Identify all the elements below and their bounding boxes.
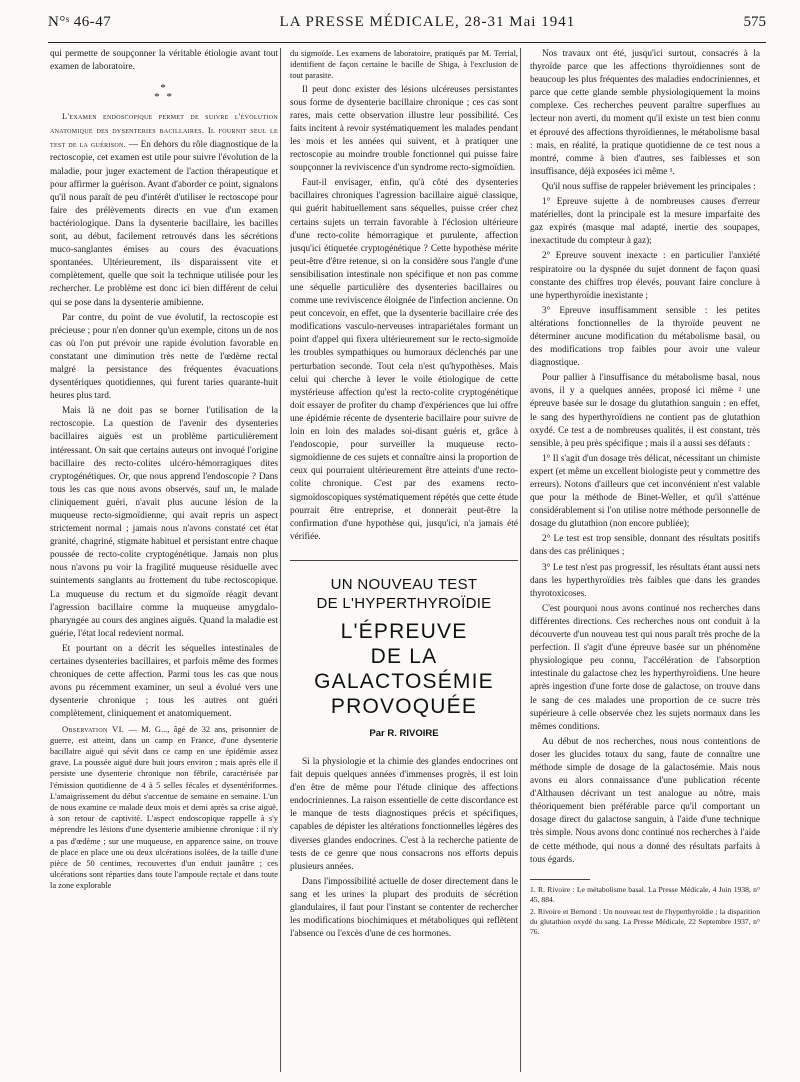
article-title-block <box>290 575 518 740</box>
list-item: 3° Le test n'est pas progressif, les résultats étant aussi nets dans les hyperthyroïdies très faibles que dans les grandes thyrotoxicoses. <box>530 562 760 599</box>
paragraph: L'examen endoscopique permet de suivre l'évolution anatomique des dysenteries bacillaires. Il fournit seul le test de la guérison. — En dehors du rôle diagnostique de la rectoscopie, cet examen est utile pour suivre l'évolution de la maladie, pour juger exactement de l'action thérapeutique et pour affirmer la guérison. Avant d'aborder ce point, signalons qu'il nous paraît de peu d'intérêt d'utiliser le rectoscope pour faire des prélèvements directs en vue d'un examen bactériologique. Dans la dysenterie bacillaire, les bacilles sont, au début, facilement retrouvés dans les sécrétions muco-sanglantes émises au cours des évacuations spontanées. Ultérieurement, ils disparaissent vite et complètement, quelle que soit la technique utilisée pour les rechercher. Le problème est donc ici bien différent de celui qui se pose dans la dysenterie amibienne. <box>50 111 278 308</box>
list-item: 2° Le test est trop sensible, donnant des résultats positifs dans des cas préliniques ; <box>530 534 760 558</box>
paragraph: Nos travaux ont été, jusqu'ici surtout, consacrés à la thyroïde parce que les affections thyroïdiennes sont de beaucoup les plus fréquentes des maladies endocriniennes, et parce que cette glande semble physiologiquement la moins complexe. Ces recherches peuvent paraître superflues au lecteur non averti, du moment qu'il existe un test bien connu et éprouvé des affections thyroïdiennes, le métabolisme basal : mais, en réalité, la pratique quotidienne de ce test nous a montré, comme à bien d'autres, ses faiblesses et son insuffisance, déjà exposées ici même ¹. <box>530 49 760 177</box>
footnote: 1. R. Rivoire : Le métabolisme basal. La Presse Médicale, 4 Juin 1938, n° 45, 884. <box>530 884 760 904</box>
paragraph: Pour pallier à l'insuffisance du métabolisme basal, nous avons, il y a quelques années, proposé ici même ² une épreuve basée sur le dosage du glutathion sanguin : en effet, le sang des hyperthyroïdiens ne contient pas de glutathion oxydé. Ce test a de nombreuses qualités, il est constant, très sensible, à peu près spécifique ; mais il a aussi ses défauts : <box>530 373 760 449</box>
paragraph: Qu'il nous suffise de rappeler brièvement les principales : <box>542 181 756 192</box>
paragraph: qui permette de soupçonner la véritable étiologie avant tout examen de laboratoire. <box>50 49 278 73</box>
column-rule <box>520 48 521 1072</box>
paragraph: Au début de nos recherches, nous nous contentions de doser les glucides totaux du sang, faute de connaître une méthode simple de dosage de la galactosémie. Mais nous avons eu alors connaissance d'une publication récente d'Althausen décrivant un test analogue au nôtre, mais théoriquement bien préférable parce qu'il comportant un dosage direct du galactose sanguin, à l'aide d'une technique très simple. Nous avons donc continué nos recherches à l'aide de cette méthode, qui nous a donné des résultats parfaits à tous égards. <box>530 736 760 865</box>
paragraph: C'est pourquoi nous avons continué nos recherches dans différentes directions. Ces recherches nous ont conduit à la découverte d'un nouveau test qui nous paraît très proche de la perfection. Il s'agit d'une épreuve basée sur un phénomène physiologique peu connu, l'accélération de l'absorption intestinale du galactose chez les hyperthyroïdiens. Une heure après ingestion d'une forte dose de galactose, on trouve dans le sang de ces malades une proportion de ce sucre très supérieure à celle observée chez les sujets normaux dans les mêmes conditions. <box>530 603 760 732</box>
column-3 <box>530 48 760 1068</box>
paragraph: Il peut donc exister des lésions ulcéreuses persistantes sous forme de dysenterie bacillaire chronique ; ces cas sont rares, mais cette observation illustre leur possibilité. Ces faits incitent à revoir systématiquement les malades pendant les mois et les années qui suivent, et à pratiquer une rectoscopie au moindre trouble fonctionnel qui puisse faire soupçonner la reviviscence d'un syndrome recto-sigmoïdien. <box>290 84 518 174</box>
issue-number: N°ˢ 46-47 <box>48 14 112 30</box>
paragraph: du sigmoïde. Les examens de laboratoire, pratiqués par M. Terrial, identifient de façon certaine le bacille de Shiga, à l'exclusion de tout parasite. <box>290 49 518 81</box>
list-item: 2° Epreuve souvent inexacte : en particulier l'anxiété respiratoire ou la dyspnée du sujet donnent de façon quasi constante des chiffres trop élevés, pouvant faire conclure à une hyperthyroïdie inexistante ; <box>530 251 760 301</box>
paragraph: Mais là ne doit pas se borner l'utilisation de la rectoscopie. La question de l'avenir des dysenteries bacillaires aiguës est un problème particulièrement intéressant. On sait que certains auteurs ont invoqué l'origine bacillaire des recto-colites ulcéro-hémorragiques dites cryptogénétiques. Or, que nous apprend l'endoscopie ? Dans tous les cas que nous avons observés, sauf un, le malade cliniquement guéri, n'avait plus aucune lésion de la muqueuse recto-sigmoïdienne, qui avait repris un aspect strictement normal ; jamais nous n'avons constaté cet état granité, chagriné, stigmate habituel et persistant entre chaque poussée de recto-colite cryptogénétique. Jamais non plus nous n'avons pu voir la fragilité muqueuse résiduelle avec suintements sanglants au frottement du tube rectoscopique. La muqueuse du rectum et du sigmoïde réagit devant l'agression bacillaire comme la muqueuse amygdalo-pharyngée au cours des angines aiguës. Quand la maladie est guérie, l'état local redevient normal. <box>50 406 278 639</box>
paragraph: Par contre, du point de vue évolutif, la rectoscopie est précieuse ; pour n'en donner qu'un exemple, citons un de nos cas où l'on put prévoir une rapide évolution favorable en constatant une diminution très nette de l'œdème rectal malgré la persistance des fréquentes évacuations dysentériques quotidiennes, qui furent taries quarante-huit heures plus tard. <box>50 312 278 402</box>
paragraph: Si la physiologie et la chimie des glandes endocrines ont fait depuis quelques années d'immenses progrès, il est loin d'en être de même pour l'étude clinique des affections endocriniennes. La raison essentielle de cette discordance est le manque de tests diagnostiques précis et spécifiques, capables de dépister les altérations fonctionnelles légères des diverses glandes endocrines. C'est à la recherche patiente de tests de ce genre que nous consacrons nos efforts depuis plusieurs années. <box>290 756 518 872</box>
paragraph: Et pourtant on a décrit les séquelles intestinales de certaines dysenteries bacillaires, et parfois même des formes chroniques de cette affection. Parmi tous les cas que nous avons pu récemment examiner, un seul a évolué vers une dysenterie chronique ; tous les autres ont guéri complètement, cliniquement et anatomiquement. <box>50 643 278 720</box>
article-byline: Par R. RIVOIRE <box>369 727 439 739</box>
footnote: 2. Rivoire et Bernond : Un nouveau test de l'hyperthyroïdie ; la disparition du glutathion oxydé du sang. La Presse Médicale, 22 Septembre 1937, n° 76. <box>530 906 760 936</box>
paragraph: Dans l'impossibilité actuelle de doser directement dans le sang et les urines la plupart des produits de sécrétion glandulaires, il faut pour l'instant se contenter de rechercher les modifications biochimiques et métaboliques qui reflètent l'absence ou l'excès d'une de ces hormones. <box>290 876 518 940</box>
section-heading: L'examen endoscopique permet de suivre l'évolution anatomique des dysenteries bacillaires. Il fournit seul le test de la guérison. <box>50 111 278 150</box>
section-separator: * * * <box>154 82 174 104</box>
journal-title: LA PRESSE MÉDICALE, 28-31 Mai 1941 <box>279 14 576 30</box>
article-title: L'ÉPREUVE DE LA GALACTOSÉMIE PROVOQUÉE <box>314 619 494 718</box>
list-item: 3° Epreuve insuffisamment sensible : les petites altérations fonctionnelles de la thyroïde peuvent ne déterminer aucune modification du métabolisme basal, ou des modifications trop faibles pour avoir une valeur diagnostique. <box>530 305 760 369</box>
column-1 <box>50 48 278 1068</box>
article-divider <box>290 560 518 561</box>
article-kicker: UN NOUVEAU TEST DE L'HYPERTHYROÏDIE <box>316 575 492 612</box>
observation-heading: Observation VI. <box>62 723 125 734</box>
page-header <box>48 14 766 43</box>
footnote-rule <box>530 879 590 880</box>
column-rule <box>280 48 281 1072</box>
list-item: 1° Il s'agit d'un dosage très délicat, nécessitant un chimiste expert (et même un excellent biologiste peut y commettre des erreurs). Notons d'ailleurs que cet inconvénient n'est valable que pour la méthode de Binet-Weller, et qu'il s'atténue considérablement si l'on utilise notre méthode personnelle de dosage du glutathion (non encore publiée); <box>530 453 760 530</box>
paragraph: Faut-il envisager, enfin, qu'à côté des dysenteries bacillaires chroniques l'agression bacillaire aiguë classique, qui guérit habituellement sans séquelles, puisse créer chez certains sujets un terrain favorable à l'éclosion ultérieure d'une recto-colite hémorragique et purulente, affection jusqu'ici étiquetée cryptogénétique ? Cette hypothèse mérite peut-être d'être retenue, si on la considère sous l'angle d'une sensibilisation intestinale non spécifique et non pas comme une séquelle particulière des dysenteries bacillaires ou comme une reviviscence éloignée de l'infection ancienne. On peut concevoir, en effet, que la dysenterie bacillaire crée des modifications vasculo-nerveuses intrapariétales formant un point d'appel qui fixera ultérieurement sur le recto-sigmoïde les troubles sympathiques ou humoraux déclenchés par une perturbation seconde. Tout cela n'est qu'hypothèses. Mais celui qui cherche à lever le voile étiologique de cette mystérieuse affection qu'est la recto-colite cryptogénétique doit essayer de profiter du champ d'expériences que lui offre une épidémie récente de dysenterie bacillaire pour suivre de loin en loin des malades soi-disant guéris et, grâce à l'endoscopie, pour surveiller la muqueuse recto-sigmoïdienne de ces sujets et connaître ainsi la proportion de ceux qui pourraient ultérieurement être atteints d'une recto-colite chronique. C'est par des examens recto-sigmoïdoscopiques systématiquement répétés que cette étude pourrait être entreprise, et donnerait peut-être la confirmation d'une hypothèse qui, jusqu'ici, n'a jamais été vérifiée. <box>290 178 518 542</box>
page-number: 575 <box>743 14 766 30</box>
observation-paragraph: Observation VI. — M. G..., âgé de 32 ans, prisonnier de guerre, est atteint, dans un camp en France, d'une dysenterie bacillaire aiguë qui sévit dans ce camp en une épidémie assez grave. La poussée aiguë dure huit jours environ ; mais après elle il persiste une dysenterie chronique non fébrile, caractérisée par l'émission quotidienne de 4 à 5 selles fécales et dysentériformes. L'amaigrissement du début s'accentue de semaine en semaine. L'un de nous examine ce malade deux mois et demi après sa crise aiguë, à son retour de captivité. L'aspect endoscopique rappelle à s'y méprendre les lésions d'une dysenterie amibienne chronique : il n'y a pas d'œdème ; sur une muqueuse, en apparence saine, on trouve de place en place une ou deux ulcérations isolées, de la taille d'une pièce de 50 centimes, recouvertes d'un enduit jaunâtre ; ces ulcérations sont réparties dans toute l'ampoule rectale et dans toute la zone explorable <box>50 723 278 891</box>
list-item: 1° Epreuve sujette à de nombreuses causes d'erreur matérielles, dont la principale est la mesure imparfaite des gaz expirés (masque mal adapté, inertie des soupapes, inexactitude du compteur à gaz); <box>530 197 760 247</box>
column-2 <box>290 48 518 1068</box>
